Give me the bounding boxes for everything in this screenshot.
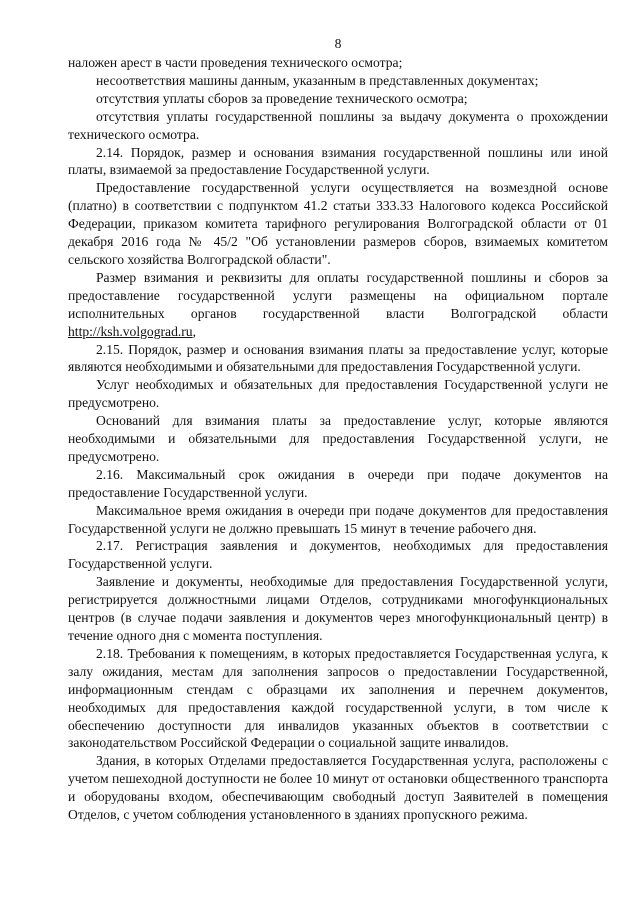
paragraph-payment-details	[68, 269, 608, 341]
paragraph-paid-basis: Предоставление государственной услуги осуществляется на возмездной основе (платно) в соответствии с подпунктом 41.2 статьи 333.33 Налогового кодекса Российской Федерации, приказом комитета тарифного регулирования Волгоградской области от 01 декабря 2016 года № 45/2 "Об установлении размеров сборов, взимаемых комитетом сельского хозяйства Волгоградской области".	[68, 180, 608, 267]
paragraph-2-15-heading: 2.15. Порядок, размер и основания взимания платы за предоставление услуг, которые являются необходимыми и обязательными для предоставления Государственной услуги.	[68, 341, 608, 375]
paragraph-arrest: наложен арест в части проведения технического осмотра;	[68, 55, 403, 70]
paragraph-mismatch: несоответствия машины данным, указанным в представленных документах;	[96, 72, 539, 88]
paragraph-buildings: Здания, в которых Отделами предоставляется Государственная услуга, расположены с учетом пешеходной доступности не более 10 минут от остановки общественного транспорта и оборудованы входом, обеспечивающим свободный доступ Заявителей в помещения Отделов, с учетом соблюдения установленного в зданиях пропускного режима.	[68, 753, 608, 823]
paragraph-fee-unpaid: отсутствия уплаты сборов за проведение технического осмотра;	[96, 90, 468, 106]
portal-link[interactable]: http://ksh.volgograd.ru	[68, 323, 193, 339]
paragraph-registration: Заявление и документы, необходимые для предоставления Государственной услуги, регистрируется должностными лицами Отделов, сотрудниками многофункциональных центров (в случае подачи заявления и документов через многофункциональный центр) в течение одного дня с момента поступления.	[68, 574, 608, 643]
paragraph-2-17-heading: 2.17. Регистрация заявления и документов, необходимых для предоставления Государственной услуги.	[68, 538, 608, 572]
paragraph-no-required-services: Услуг необходимых и обязательных для предоставления Государственной услуги не предусмотрено.	[68, 377, 608, 411]
payment-details-text: Размер взимания и реквизиты для оплаты государственной пошлины и сборов за предоставление государственной услуги размещены на официальном портале исполнительных органов государственной власти Волгоградской области	[68, 269, 608, 321]
paragraph-2-14-heading: 2.14. Порядок, размер и основания взимания государственной пошлины или иной платы, взимаемой за предоставление Государственной услуги.	[68, 144, 608, 178]
paragraph-max-wait: Максимальное время ожидания в очереди при подаче документов для предоставления Государственной услуги не должно превышать 15 минут в течение рабочего дня.	[68, 502, 608, 536]
paragraph-no-fee-basis: Оснований для взимания платы за предоставление услуг, которые являются необходимыми и обязательными для предоставления Государственной услуги, не предусмотрено.	[68, 413, 608, 464]
paragraph-duty-unpaid: отсутствия уплаты государственной пошлины за выдачу документа о прохождении технического осмотра.	[68, 108, 608, 142]
paragraph-2-16-heading: 2.16. Максимальный срок ожидания в очереди при подаче документов на предоставление Государственной услуги.	[68, 466, 608, 500]
page-number: 8	[334, 36, 342, 51]
payment-details-tail: ,	[192, 323, 197, 339]
paragraph-2-18-heading: 2.18. Требования к помещениям, в которых предоставляется Государственная услуга, к залу ожидания, местам для заполнения запросов о предоставлении Государственной, информационным стендам с образцами их заполнения и перечнем документов, необходимых для предоставления каждой государственной услуги, в том числе к обеспечению доступности для инвалидов указанных объектов в соответствии с законодательством Российской Федерации о социальной защите инвалидов.	[68, 645, 608, 751]
